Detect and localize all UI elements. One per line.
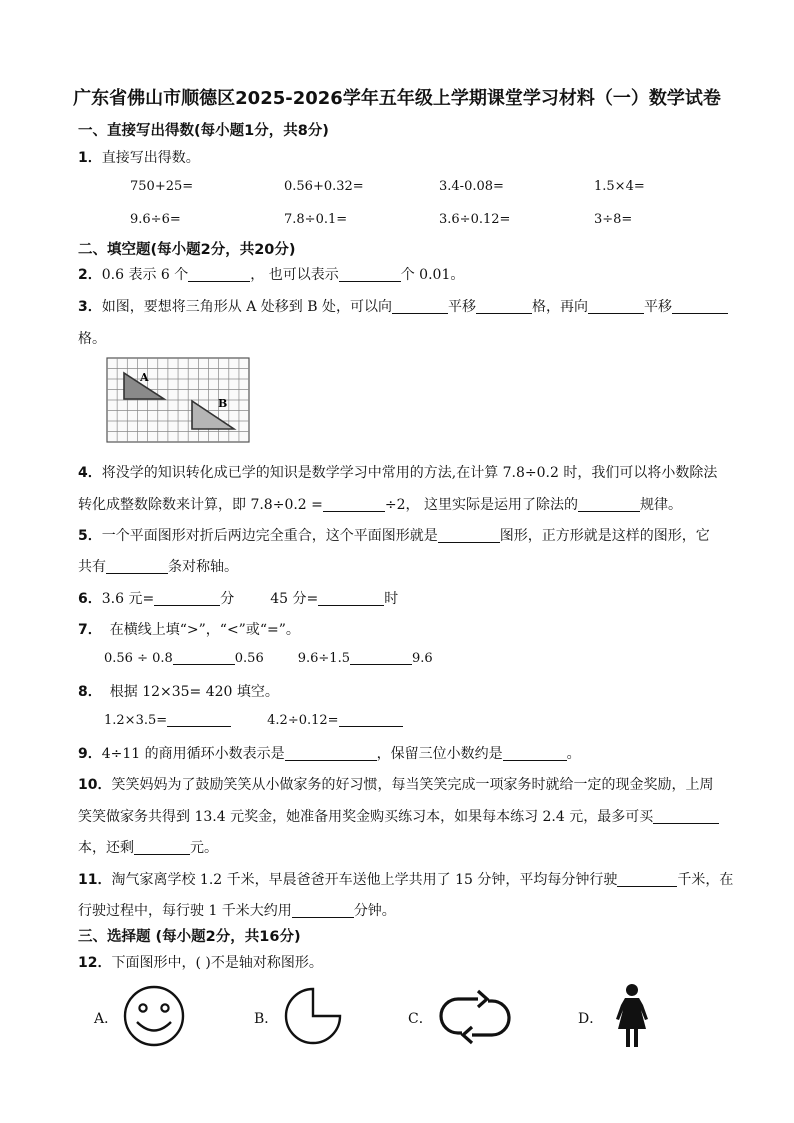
question-text: 转化成整数除数来计算，即 7.8÷0.2 = (78, 497, 323, 513)
question-7-items (104, 650, 433, 666)
question-12 (78, 952, 323, 972)
calc-item: 0.56+0.32= (284, 179, 364, 194)
compare-right: 0.56 (234, 651, 264, 666)
page-title: 广东省佛山市顺德区2025-2026学年五年级上学期课堂学习材料（一）数学试卷 (73, 88, 721, 109)
smiley-face-icon[interactable] (121, 985, 187, 1047)
answer-blank[interactable] (292, 903, 354, 918)
calc-item: 9.6÷6= (130, 212, 181, 227)
question-3 (78, 296, 728, 316)
compare-left: 9.6÷1.5 (297, 651, 350, 666)
section-1-heading: 一、直接写出得数(每小题1分，共8分) (78, 123, 329, 139)
question-7 (78, 619, 300, 639)
question-text: ÷2， 这里实际是运用了除法的 (384, 497, 578, 513)
question-text: 45 分= (270, 591, 319, 607)
question-text: 分钟。 (353, 903, 396, 919)
question-text: 个 0.01。 (400, 267, 465, 283)
question-text: 直接写出得数。 (101, 150, 200, 166)
question-11-line-2 (78, 900, 396, 920)
answer-blank[interactable] (672, 299, 728, 314)
question-text: 将没学的知识转化成已学的知识是数学学习中常用的方法,在计算 7.8÷0.2 时，我们可以将小数除法 (101, 465, 718, 481)
question-10 (78, 774, 713, 794)
question-number: 11． (78, 872, 112, 888)
label-a: A (140, 371, 149, 384)
question-text: 如图，要想将三角形从 A 处移到 B 处，可以向 (101, 299, 392, 315)
option-d-label[interactable]: D． (578, 1011, 604, 1027)
question-text: 图形，正方形就是这样的图形，它 (499, 528, 710, 544)
section-3-heading: 三、选择题 (每小题2分，共16分) (78, 929, 301, 945)
question-text: 在横线上填“>”，“<”或“=”。 (109, 622, 300, 638)
question-text: 笑笑妈妈为了鼓励笑笑从小做家务的好习惯，每当笑笑完成一项家务时就给一定的现金奖励，上周 (111, 777, 714, 793)
answer-blank[interactable] (339, 712, 403, 727)
question-text: 行驶过程中，每行驶 1 千米大约用 (78, 903, 292, 919)
answer-blank[interactable] (167, 712, 231, 727)
answer-blank[interactable] (476, 299, 532, 314)
question-3-continued: 格。 (78, 331, 106, 347)
question-5-line-2 (78, 556, 238, 576)
question-8-items (104, 712, 403, 728)
question-1 (78, 147, 200, 167)
answer-blank[interactable] (188, 267, 250, 282)
answer-blank[interactable] (617, 872, 677, 887)
question-number: 8． (78, 684, 102, 700)
answer-blank[interactable] (503, 746, 567, 761)
question-5 (78, 525, 710, 545)
question-text: ，保留三位小数约是 (376, 746, 503, 762)
answer-blank[interactable] (392, 299, 448, 314)
answer-blank[interactable] (323, 497, 385, 512)
question-number: 12． (78, 955, 112, 971)
compare-right: 9.6 (411, 651, 433, 666)
option-c-label[interactable]: C． (408, 1011, 433, 1027)
answer-blank[interactable] (106, 559, 168, 574)
question-text: 格，再向 (531, 299, 588, 315)
calc-item: 4.2÷0.12= (267, 713, 339, 728)
question-2 (78, 264, 464, 284)
answer-blank[interactable] (154, 591, 220, 606)
calc-item: 3.4-0.08= (439, 179, 504, 194)
compare-left: 0.56 ÷ 0.8 (104, 651, 173, 666)
question-number: 1． (78, 150, 102, 166)
question-text: 0.6 表示 6 个 (101, 267, 189, 283)
answer-blank[interactable] (588, 299, 644, 314)
question-9 (78, 743, 581, 763)
question-number: 5． (78, 528, 102, 544)
calc-item: 750+25= (130, 179, 194, 194)
question-number: 7． (78, 622, 102, 638)
section-2-heading: 二、填空题(每小题2分，共20分) (78, 242, 296, 258)
question-text: 分 (220, 591, 235, 607)
option-a-label[interactable]: A． (94, 1011, 119, 1027)
answer-blank[interactable] (173, 650, 235, 665)
question-text: 规律。 (639, 497, 682, 513)
three-quarter-circle-icon[interactable] (283, 986, 343, 1046)
question-number: 2． (78, 267, 102, 283)
calc-item: 1.2×3.5= (104, 713, 168, 728)
question-text: 本，还剩 (78, 840, 134, 856)
question-text: 3.6 元= (101, 591, 155, 607)
question-text: 。 (566, 746, 581, 762)
answer-blank[interactable] (350, 650, 412, 665)
calc-item: 1.5×4= (594, 179, 645, 194)
question-number: 6． (78, 591, 102, 607)
question-text: 千米，在 (677, 872, 734, 888)
question-8 (78, 681, 279, 701)
question-text: 根据 12×35= 420 填空。 (109, 684, 279, 700)
question-number: 9． (78, 746, 102, 762)
question-text: 元。 (190, 840, 218, 856)
question-number: 3． (78, 299, 102, 315)
label-b: B (218, 397, 228, 410)
translation-grid-figure (106, 357, 250, 443)
calc-item: 7.8÷0.1= (284, 212, 348, 227)
option-b-label[interactable]: B． (254, 1011, 279, 1027)
question-text: 条对称轴。 (168, 559, 238, 575)
question-text: 下面图形中，( )不是轴对称图形。 (111, 955, 323, 971)
question-10-line-2 (78, 806, 719, 826)
question-text: 平移 (447, 299, 476, 315)
loop-arrows-icon[interactable] (434, 986, 516, 1048)
question-text: 时 (384, 591, 399, 607)
question-text: ， 也可以表示 (250, 267, 339, 283)
question-6 (78, 588, 398, 608)
question-number: 10． (78, 777, 112, 793)
answer-blank[interactable] (438, 528, 500, 543)
question-text: 淘气家离学校 1.2 千米，早晨爸爸开车送他上学共用了 15 分钟，平均每分钟行驶 (111, 872, 618, 888)
answer-blank[interactable] (285, 746, 377, 761)
answer-blank[interactable] (134, 840, 190, 855)
question-number: 4． (78, 465, 102, 481)
question-text: 一个平面图形对折后两边完全重合，这个平面图形就是 (101, 528, 438, 544)
question-11 (78, 869, 733, 889)
answer-blank[interactable] (653, 809, 719, 824)
question-text: 4÷11 的商用循环小数表示是 (101, 746, 285, 762)
question-text: 共有 (78, 559, 106, 575)
calc-item: 3÷8= (594, 212, 633, 227)
answer-blank[interactable] (578, 497, 640, 512)
question-text: 平移 (643, 299, 672, 315)
calc-item: 3.6÷0.12= (439, 212, 511, 227)
question-10-line-3 (78, 837, 218, 857)
woman-figure-icon[interactable] (610, 983, 654, 1049)
answer-blank[interactable] (318, 591, 384, 606)
question-4 (78, 462, 717, 482)
question-4-line-2 (78, 494, 682, 514)
answer-blank[interactable] (339, 267, 401, 282)
question-text: 笑笑做家务共得到 13.4 元奖金，她准备用奖金购买练习本，如果每本练习 2.4 元，最多可买 (78, 809, 654, 825)
